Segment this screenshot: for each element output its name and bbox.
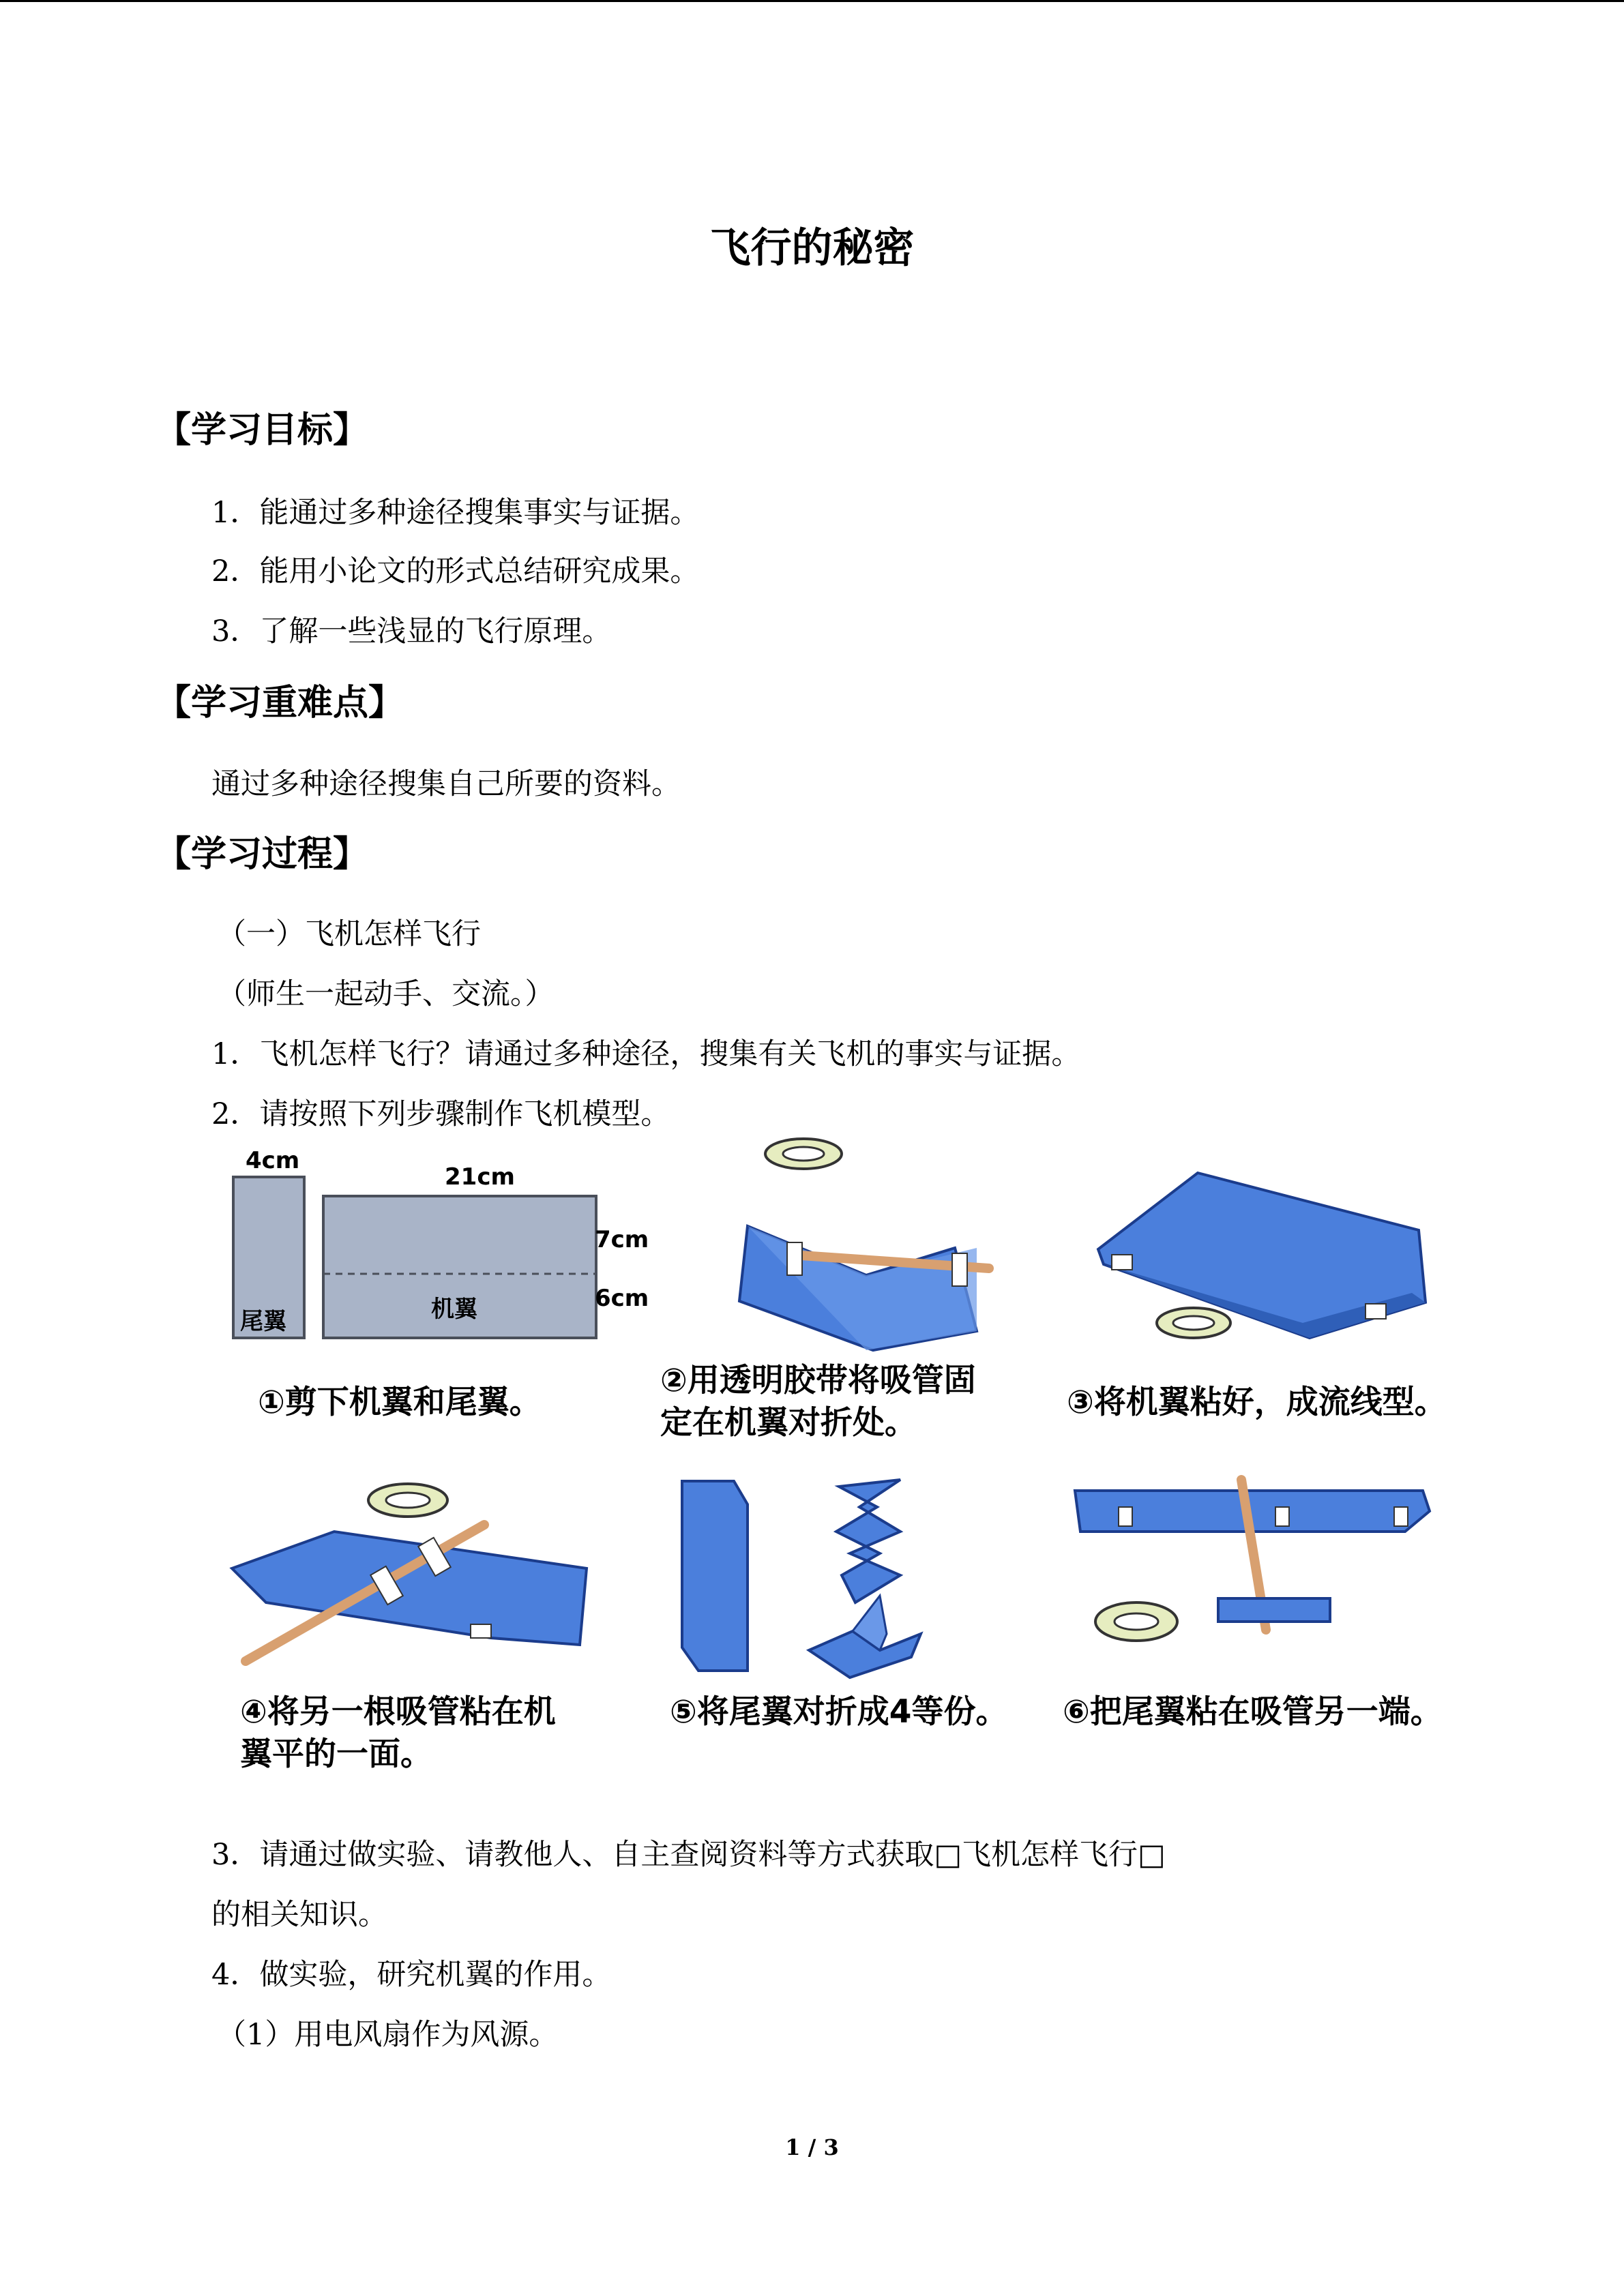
process-note: （师生一起动手、交流。） — [217, 977, 555, 1011]
caption-step-1: ①剪下机翼和尾翼。 — [258, 1384, 542, 1421]
wing-lower-label: 6cm — [595, 1285, 649, 1312]
process-step-continuation: 的相关知识。 — [211, 1898, 387, 1932]
top-rule — [0, 0, 1624, 2]
process-step: 1．飞机怎样飞行？请通过多种途径，搜集有关飞机的事实与证据。 — [211, 1037, 1081, 1071]
objective-item: 1．能通过多种途径搜集事实与证据。 — [211, 496, 700, 530]
wing-upper-label: 7cm — [595, 1226, 649, 1253]
caption-step-4-line2: 翼平的一面。 — [240, 1735, 432, 1773]
process-step: 2．请按照下列步骤制作飞机模型。 — [211, 1097, 670, 1131]
tail-width-label: 4cm — [246, 1147, 300, 1174]
step4-illustration — [225, 1466, 607, 1671]
key-points-text: 通过多种途径搜集自己所要的资料。 — [211, 767, 681, 801]
caption-step-4-line1: ④将另一根吸管粘在机 — [240, 1693, 556, 1731]
page-number: 1 / 3 — [785, 2134, 839, 2160]
section-heading-key-points: 【学习重难点】 — [156, 682, 404, 724]
caption-step-5: ⑤将尾翼对折成4等份。 — [670, 1693, 1008, 1731]
objective-item: 2．能用小论文的形式总结研究成果。 — [211, 554, 700, 588]
process-substep: （1）用电风扇作为风源。 — [217, 2018, 559, 2052]
tail-label: 尾翼 — [240, 1308, 286, 1335]
step6-illustration — [1071, 1466, 1432, 1671]
step5-illustration — [675, 1473, 962, 1684]
caption-step-3: ③将机翼粘好，成流线型。 — [1067, 1384, 1447, 1421]
objective-item: 3．了解一些浅显的飞行原理。 — [211, 614, 612, 648]
step3-illustration — [1084, 1159, 1432, 1350]
page-title: 飞行的秘密 — [709, 224, 915, 272]
section-heading-objectives: 【学习目标】 — [156, 409, 369, 451]
wing-label: 机翼 — [431, 1296, 477, 1323]
caption-step-6: ⑥把尾翼粘在吸管另一端。 — [1063, 1693, 1443, 1731]
step2-illustration — [723, 1132, 1023, 1350]
process-step: 4．做实验，研究机翼的作用。 — [211, 1958, 612, 1992]
caption-step-2-line2: 定在机翼对折处。 — [660, 1404, 917, 1442]
section-heading-process: 【学习过程】 — [156, 833, 369, 875]
process-subheading: （一）飞机怎样飞行 — [217, 917, 481, 951]
wing-width-label: 21cm — [445, 1163, 515, 1191]
caption-step-2-line1: ②用透明胶带将吸管固 — [660, 1362, 976, 1399]
process-step: 3．请通过做实验、请教他人、自主查阅资料等方式获取□飞机怎样飞行□ — [211, 1838, 1166, 1872]
